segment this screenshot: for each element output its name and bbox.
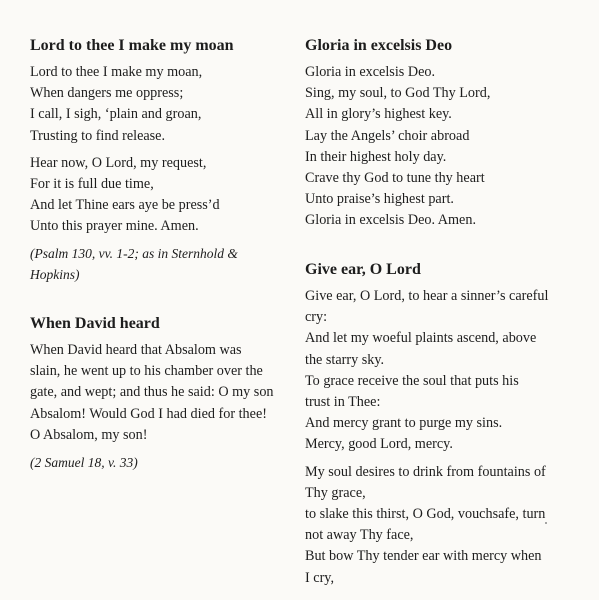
citation-line: Hopkins) bbox=[30, 266, 80, 282]
poem-line: To grace receive the soul that puts his bbox=[305, 372, 519, 389]
citation-line: (2 Samuel 18, v. 33) bbox=[30, 455, 138, 471]
print-speck bbox=[545, 522, 547, 524]
poem-line: Lord to thee I make my moan, bbox=[30, 64, 203, 80]
poem-line: cry: bbox=[305, 309, 328, 326]
poem-lord-to-thee bbox=[30, 36, 292, 285]
poem-give-ear bbox=[305, 260, 575, 589]
poem-stanza bbox=[305, 62, 575, 232]
poem-when-david-heard bbox=[30, 314, 292, 473]
poem-line: Thy grace, bbox=[305, 484, 366, 501]
poem-line: to slake this thirst, O God, vouchsafe, turn bbox=[305, 506, 546, 523]
poem-line: Mercy, good Lord, mercy. bbox=[305, 436, 453, 453]
poem-line: O Absalom, my son! bbox=[30, 426, 148, 443]
poem-line: Unto praise’s highest part. bbox=[305, 191, 454, 208]
poem-line: Gloria in excelsis Deo. bbox=[305, 64, 436, 80]
poem-line: Hear now, O Lord, my request, bbox=[30, 154, 207, 171]
poem-line: When David heard that Absalom was bbox=[30, 342, 242, 358]
poem-gloria bbox=[305, 36, 575, 232]
poem-line: For it is full due time, bbox=[30, 176, 154, 193]
poem-line: Unto this prayer mine. Amen. bbox=[30, 218, 199, 235]
poem-line: Sing, my soul, to God Thy Lord, bbox=[305, 85, 491, 102]
poem-line: the starry sky. bbox=[305, 351, 385, 368]
poem-line: I call, I sigh, ‘plain and groan, bbox=[30, 106, 202, 123]
poem-stanza bbox=[30, 340, 292, 446]
poem-line: gate, and wept; and thus he said: O my son bbox=[30, 384, 274, 401]
poem-line: Crave thy God to tune thy heart bbox=[305, 170, 485, 187]
poem-stanza bbox=[305, 462, 575, 589]
poem-line: Give ear, O Lord, to hear a sinner’s careful bbox=[305, 288, 549, 304]
poem-title: Give ear, O Lord bbox=[305, 261, 421, 278]
poem-line: And mercy grant to purge my sins. bbox=[305, 415, 503, 432]
poem-title: When David heard bbox=[30, 315, 160, 332]
poem-line: My soul desires to drink from fountains of bbox=[305, 463, 546, 480]
poem-stanza bbox=[30, 153, 292, 238]
poem-line: All in glory’s highest key. bbox=[305, 106, 452, 123]
poem-line: In their highest holy day. bbox=[305, 148, 447, 165]
poem-line: When dangers me oppress; bbox=[30, 85, 184, 102]
poem-stanza bbox=[305, 286, 575, 456]
poem-line: Gloria in excelsis Deo. Amen. bbox=[305, 212, 476, 229]
poem-line: not away Thy face, bbox=[305, 527, 414, 544]
source-citation bbox=[30, 452, 292, 473]
poem-stanza bbox=[30, 62, 292, 147]
citation-line: (Psalm 130, vv. 1-2; as in Sternhold & bbox=[30, 245, 238, 261]
source-citation bbox=[30, 243, 292, 285]
poem-line: I cry, bbox=[305, 569, 335, 586]
poem-line: trust in Thee: bbox=[305, 394, 381, 411]
poem-line: Trusting to find release. bbox=[30, 127, 166, 144]
poem-title: Lord to thee I make my moan bbox=[30, 37, 234, 54]
poem-line: And let my woeful plaints ascend, above bbox=[305, 330, 537, 347]
poem-line: But bow Thy tender ear with mercy when bbox=[305, 548, 542, 565]
poem-line: Lay the Angels’ choir abroad bbox=[305, 127, 470, 144]
poem-line: Absalom! Would God I had died for thee! bbox=[30, 405, 267, 422]
poem-line: slain, he went up to his chamber over the bbox=[30, 363, 263, 380]
poem-line: And let Thine ears aye be press’d bbox=[30, 197, 220, 214]
poem-title: Gloria in excelsis Deo bbox=[305, 37, 453, 54]
